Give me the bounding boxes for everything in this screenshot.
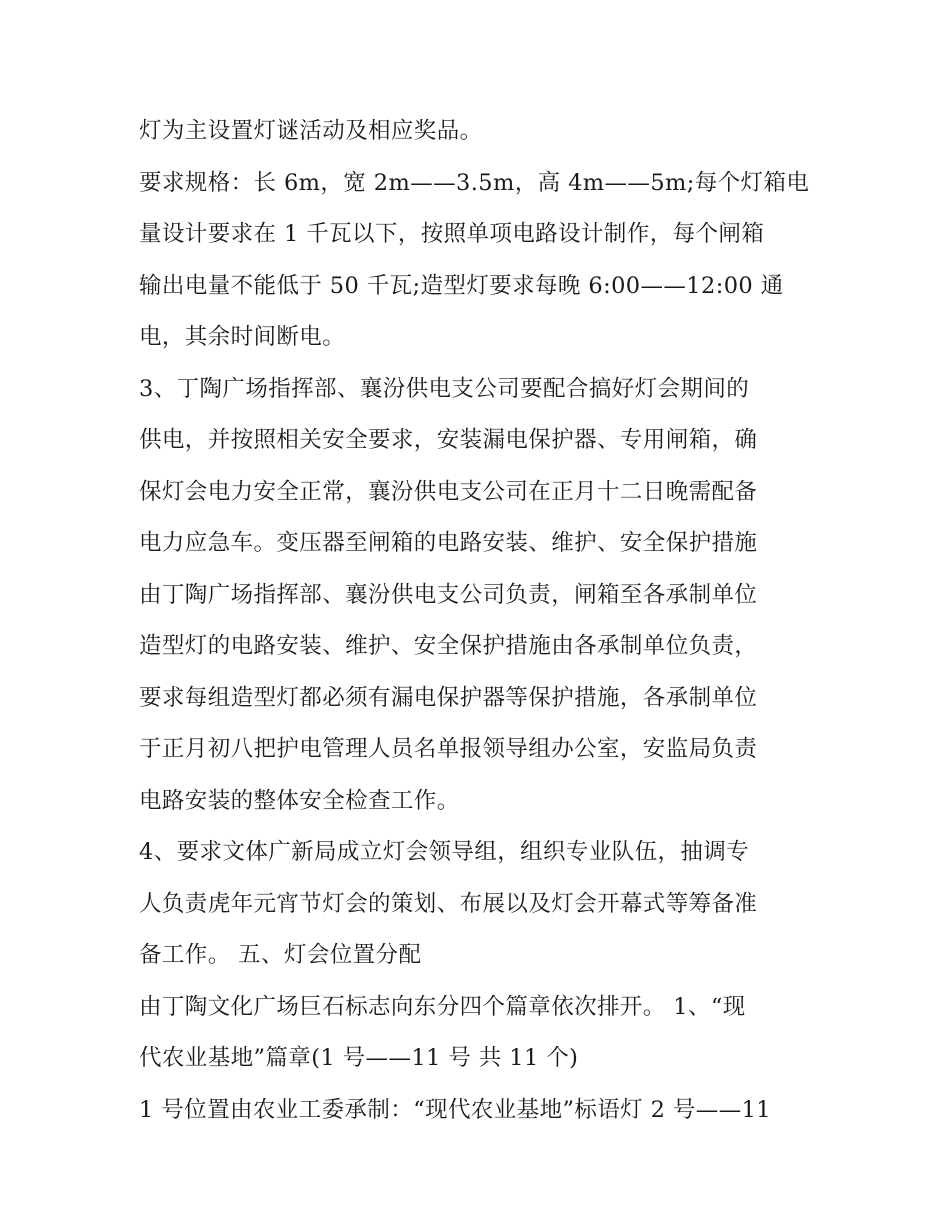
text-line: 电，其余时间断电。	[139, 324, 346, 350]
text-line: 由丁陶广场指挥部、襄汾供电支公司负责，闸箱至各承制单位	[139, 581, 758, 608]
text-line: 保灯会电力安全正常，襄汾供电支公司在正月十二日晚需配备	[139, 478, 758, 505]
text-line: 要求每组造型灯都必须有漏电保护器等保护措施，各承制单位	[139, 684, 758, 711]
text-line: 造型灯的电路安装、维护、安全保护措施由各承制单位负责，	[139, 633, 758, 659]
text-line: 1 号位置由农业工委承制：“现代农业基地”标语灯 2 号——11	[139, 1096, 772, 1123]
text-line: 供电，并按照相关安全要求，安装漏电保护器、专用闸箱，确	[139, 427, 758, 453]
text-line: 备工作。 五、灯会位置分配	[139, 942, 422, 968]
text-line: 由丁陶文化广场巨石标志向东分四个篇章依次排开。 1、“现	[139, 993, 746, 1020]
document-body	[139, 106, 819, 1136]
text-line: 电力应急车。变压器至闸箱的电路安装、维护、安全保护措施	[139, 530, 758, 556]
text-line: 代农业基地”篇章(1 号——11 号 共 11 个)	[139, 1045, 579, 1071]
text-line: 人负责虎年元宵节灯会的策划、布展以及灯会开幕式等筹备准	[139, 890, 758, 917]
text-line: 4、要求文体广新局成立灯会领导组，组织专业队伍，抽调专	[139, 839, 750, 865]
text-line: 灯为主设置灯谜活动及相应奖品。	[139, 118, 483, 144]
text-line: 要求规格：长 6m，宽 2m——3.5m，高 4m——5m;每个灯箱电	[139, 169, 810, 196]
text-line: 于正月初八把护电管理人员名单报领导组办公室，安监局负责	[139, 736, 758, 762]
text-line: 3、丁陶广场指挥部、襄汾供电支公司要配合搞好灯会期间的	[139, 375, 750, 402]
text-line: 量设计要求在 1 千瓦以下，按照单项电路设计制作，每个闸箱	[139, 221, 765, 247]
text-line: 电路安装的整体安全检查工作。	[139, 787, 460, 814]
text-line: 输出电量不能低于 50 千瓦;造型灯要求每晚 6:00——12:00 通	[139, 272, 784, 299]
